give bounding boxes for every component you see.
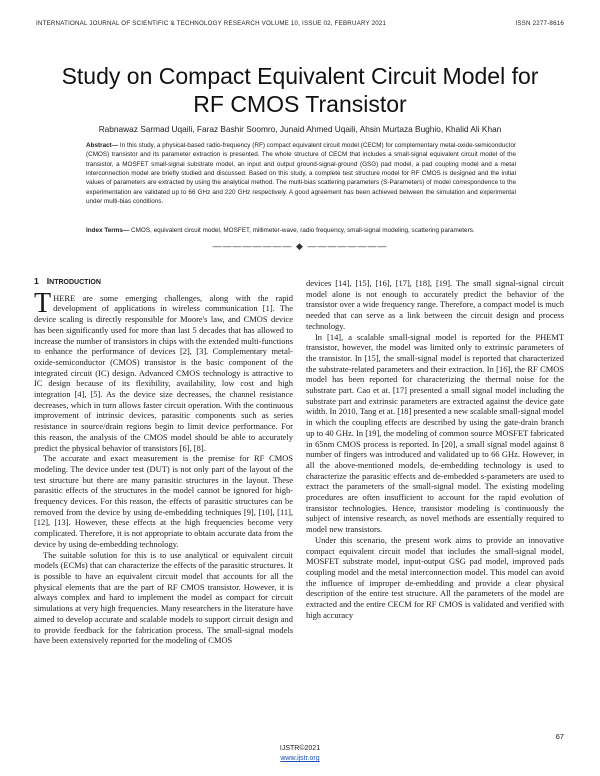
journal-header: INTERNATIONAL JOURNAL OF SCIENTIFIC & TECHNOLOGY RESEARCH VOLUME 10, ISSUE 02, FEBRUARY 2021 (36, 20, 387, 27)
paragraph-text: are some emerging challenges, along with the rapid development of applications in wireless communication [1]. The device scaling is directly responsible for Moore's law, and CMOS device has been significantly used for more than last 5 decades that has allowed to increase the number of transistors in chips with the extended multi-functions to enhance the performance of devices [2], [3]. Complementary metal-oxide-semiconductor (CMOS) transistor is the basic component of the integrated circuit (IC) design. Advanced CMOS technology is attractive to IC design because of its flexibility, availability, low cost and high integration [4], [5]. As the device size decreases, the channel resistance decreases, which in turn allows faster circuit operation. With the continuous improvement of intrinsic devices, parasitic components such as series resistance in source/drain regions begin to limit device performance. For this reason, the analysis of the CMOS model should be able to accurately predict the physical behavior of transistors [6], [8]. (34, 292, 293, 453)
right-column (306, 278, 564, 621)
authors: Rabnawaz Sarmad Uqaili, Faraz Bashir Soomro, Junaid Ahmed Uqaili, Ahsin Murtaza Bughio, Khalid Ali Khan (98, 124, 502, 134)
paper-title (30, 62, 570, 118)
index-terms-label: Index Terms— (86, 227, 130, 234)
section-number: 1 (34, 276, 39, 286)
paragraph: devices [14], [15], [16], [17], [18], [19]. The small signal-signal circuit model alone is not enough to accurately predict the behavior of the transistor over a wide frequency range. Therefore, a compact model is much needed that can serve as a link between the circuit design and process technology. (306, 278, 564, 331)
paragraph (34, 287, 293, 454)
website-link[interactable]: www.ijstr.org (280, 755, 320, 762)
section-separator: ———————— ◆ ———————— (212, 241, 388, 251)
paragraph: Under this scenario, the present work aims to provide an innovative compact equivalent circuit model that includes the small-signal model, MOSFET substrate model, input-output GSG pad model, improved pads coupling model and the metal interconnection model. This model can avoid the influence of improper de-embedding and provide a clear physical description of the entire test structure. All the parameters of the model are extracted and the entire CECM for RF CMOS is validated and verified with high accuracy (306, 534, 564, 620)
paragraph-lead: HERE (53, 292, 76, 303)
drop-cap: T (34, 287, 52, 319)
abstract-text: In this study, a physical-based radio-frequency (RF) compact equivalent circuit model (CECM) for complementary metal-oxide-semiconductor (CMOS) transistor and its parameter extraction is presented. The whole structure of CECM that includes a small-signal equivalent circuit model of the transistor, a MOSFET small-signal substrate model, an input and output ground-signal-ground (GSG) pad model, a pad coupling model and a metal interconnection model are briefly studied and discussed. Based on this study, a complete test structure model for RF CMOS is designed and the initial values of parameters are extracted by using the analytical method. The multi-bias scattering parameters (S-Parameters) of model correspondence to the experimentation are validated up to 66 GHz and 220 GHz respectively. A good agreement has been achieved between the simulation and experimental under multi-bias conditions. (86, 142, 516, 206)
section-title-rest: NTRODUCTION (49, 279, 101, 286)
index-terms-text: CMOS, equivalent circuit model, MOSFET, millimeter-wave, radio frequency, small-signal modeling, scattering parameters. (129, 227, 475, 234)
page-number: 67 (555, 732, 564, 741)
section-heading (34, 276, 293, 289)
paragraph: The accurate and exact measurement is the premise for RF CMOS modeling. The device under test (DUT) is not only part of the layout of the test structure but there are many parasitic structures in the layout. These parasitic effects of the structures in the model cannot be ignored for high-frequency devices. For this reason, the effects of parasitic structures can be removed from the device by using de-embedding techniques [9], [10], [11], [12], [13]. However, these effects at the high frequencies become very complicated. Therefore, it is not appropriate to obtain accurate data from the device by using de-embedding technology. (34, 453, 293, 549)
running-header (36, 20, 564, 27)
issn: ISSN 2277-8616 (515, 20, 564, 27)
website-footer (0, 755, 600, 762)
abstract (86, 141, 516, 206)
abstract-label: Abstract— (86, 142, 119, 149)
copyright: IJSTR©2021 (279, 745, 321, 752)
title-line-2: RF CMOS Transistor (193, 91, 407, 117)
section-title-initial: I (46, 276, 50, 286)
left-column (34, 276, 293, 646)
paragraph: The suitable solution for this is to use analytical or equivalent circuit models (ECMs) that can characterize the effects of the parasitic structures. It is possible to have an equivalent circuit model that accounts for all the physical elements that are the part of RF CMOS transistor. However, it is always complex and hard to implement the model as compact for circuit simulations at very high frequencies. Many researchers in the literature have aimed to develop accurate and scalable models to support circuit design and to provide feedback for the fabrication process. The small-signal models have been extensively reported for the modeling of CMOS (34, 549, 293, 646)
title-line-1: Study on Compact Equivalent Circuit Model for (61, 63, 539, 89)
index-terms (86, 226, 516, 235)
paragraph: In [14], a scalable small-signal model is reported for the PHEMT transistor, however, the model was limited only to extrinsic parameters of the transistor. In [15], the small-signal model is reported that characterized the substrate-related parameters and their extraction. In [16], the RF CMOS model has been reported for characterizing the thermal noise for the substrate part. Cao et at. [17] presented a small signal model including the substrate part and extrinsic parameters are extracted against the device gate width. In 2010, Tang et at. [18] presented a new scalable small-signal model in which the coupling effects are described by using the gate-drain branch up to 40 GHz. In [19], the modeling of common source MOSFET fabricated in 65nm CMOS process is reported. In [20], a small signal model against 8 number of fingers was introduced and validated up to 66 GHz. However, in all the above-mentioned models, de-embedding technology is used to characterize the parasitic effects and de-embedded s-parameters are used to extract the parameters of the small-signal model. The existing modeling procedures are often insufficient to account for the rapid evolution of transistor technologies. Hence, transistor modeling is continuously the subject of intensive research, as novel methods are essentially required to model new transistors. (306, 331, 564, 535)
